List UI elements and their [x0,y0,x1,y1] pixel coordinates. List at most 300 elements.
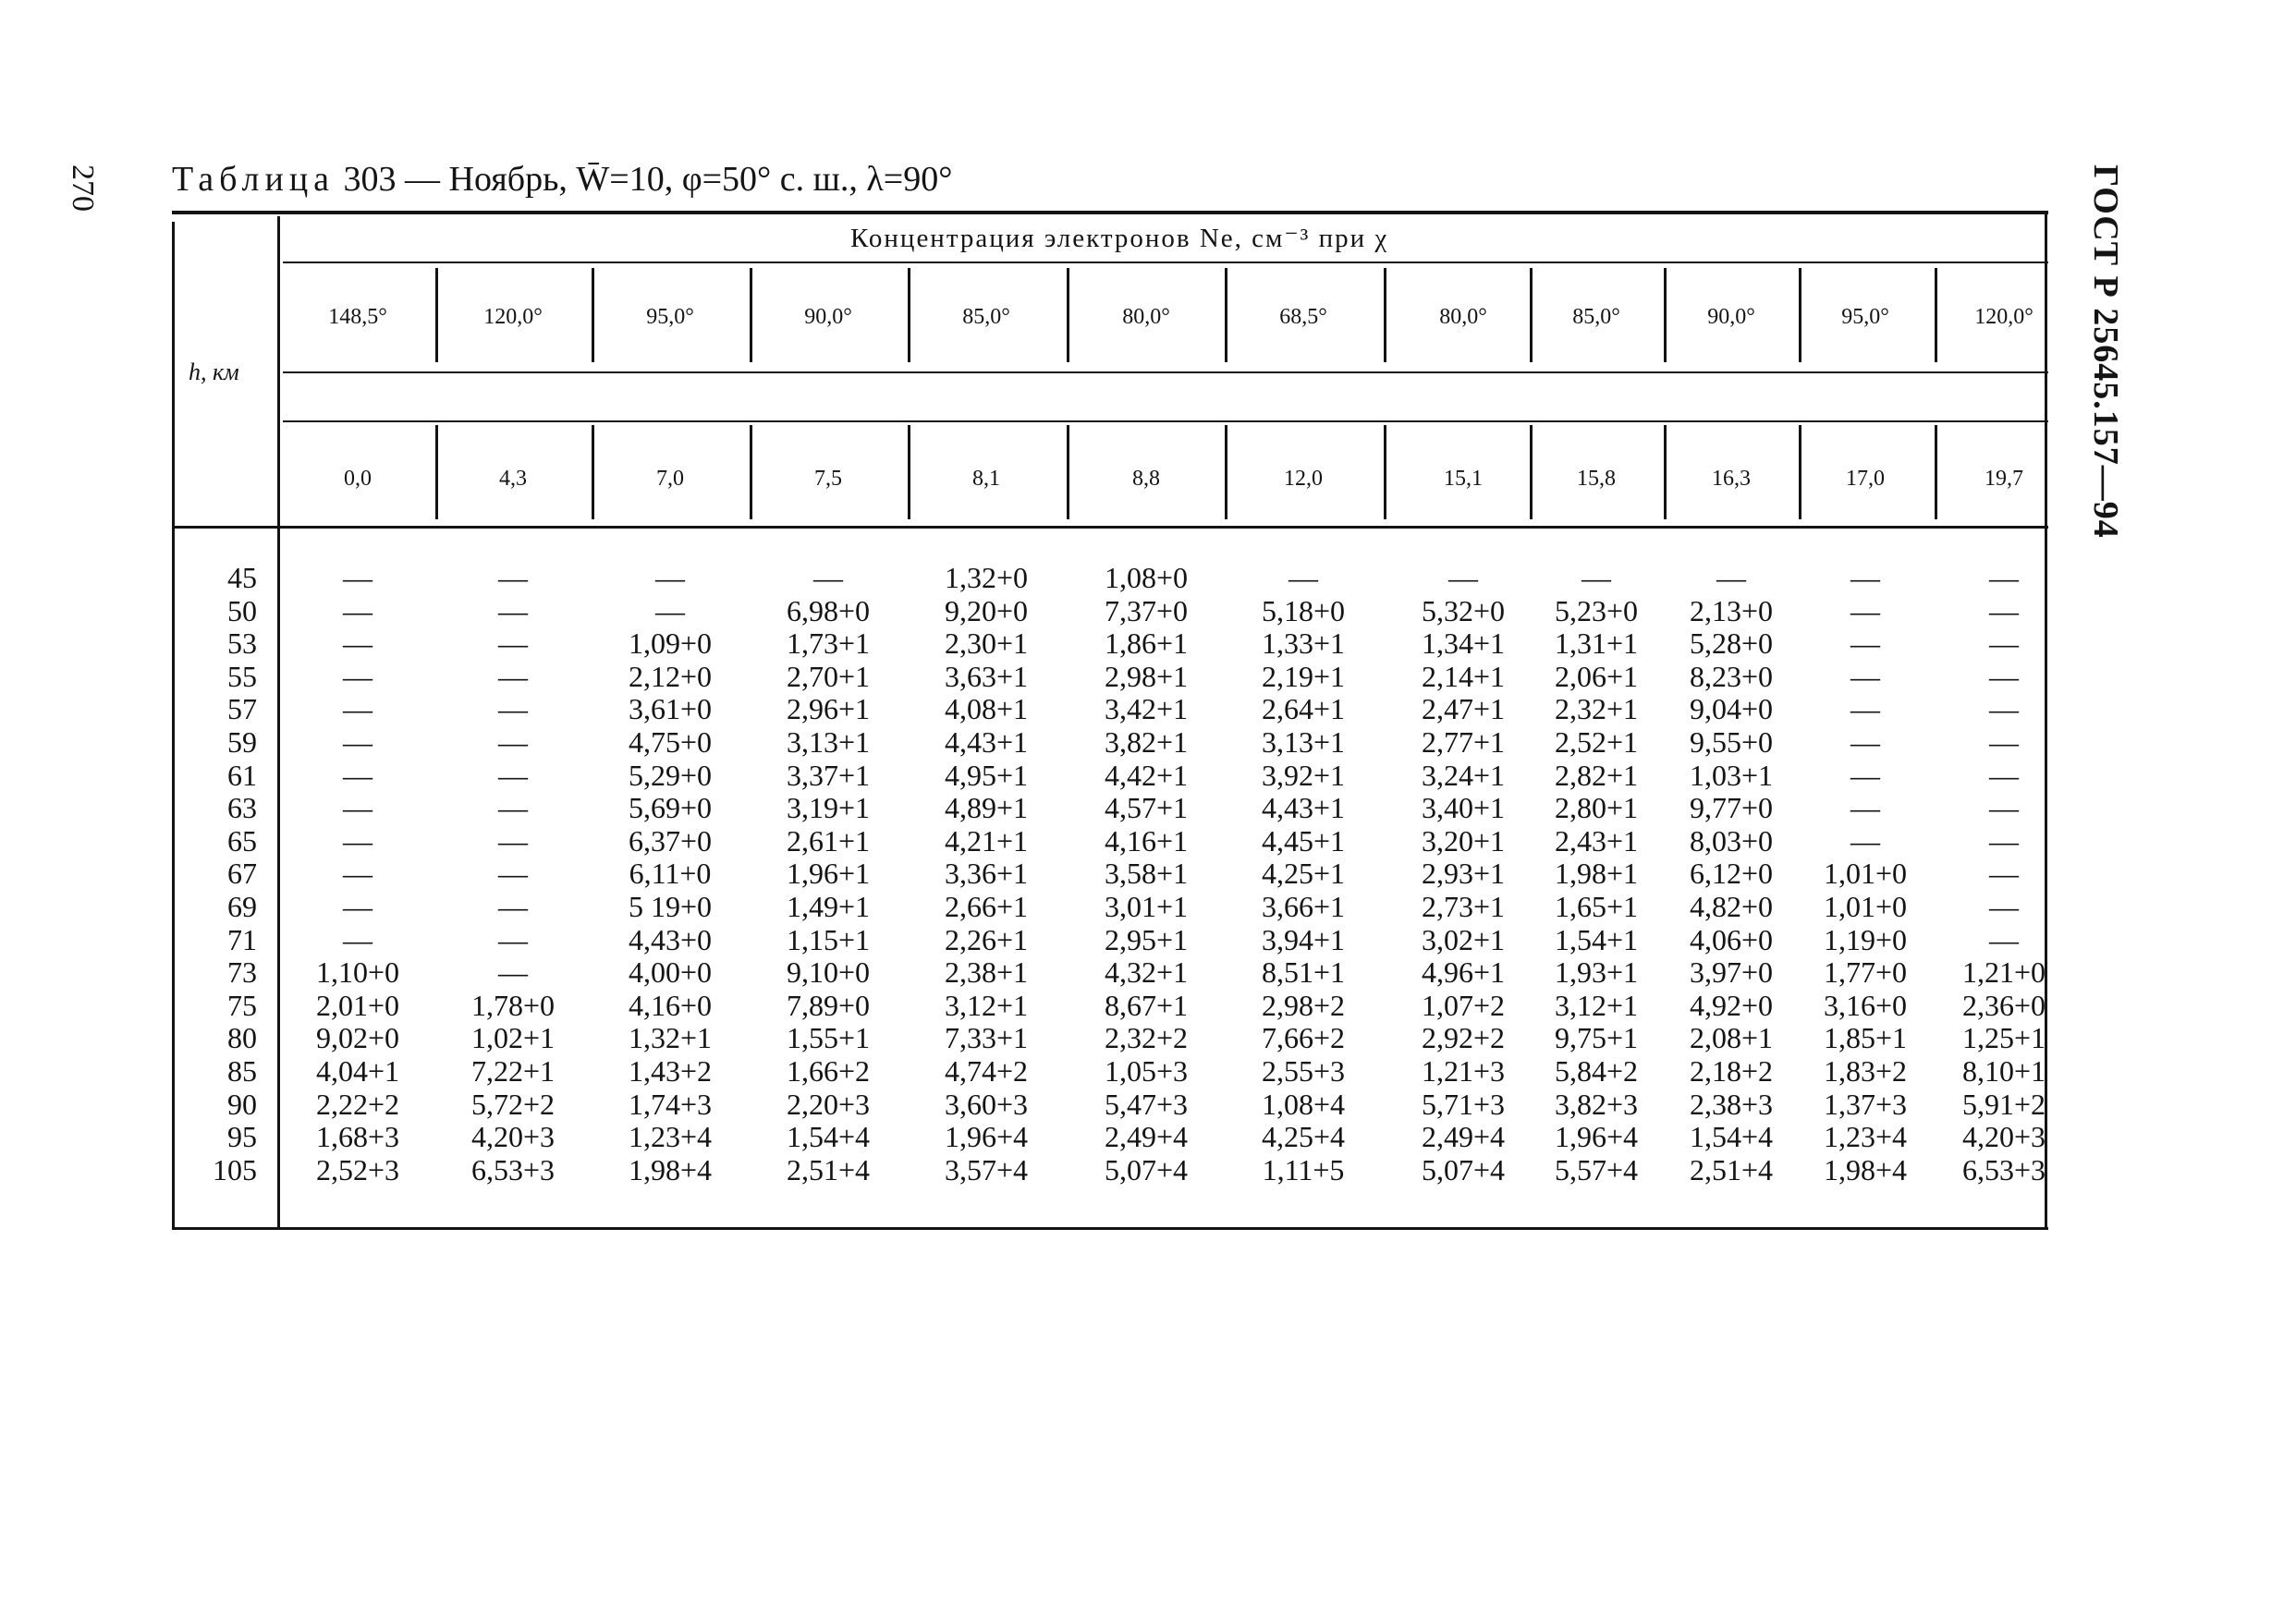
header-column-divider [1225,425,1227,519]
table-cell: 1,15+1 [786,922,871,956]
table-cell: 5,69+0 [628,791,713,825]
table-cell: 3,12+1 [944,988,1029,1022]
table-cell: 2,19+1 [1261,659,1346,693]
table-bottom-rule [172,1227,2048,1230]
header-angle: 95,0° [1841,305,1889,329]
table-cell: 2,38+3 [1689,1087,1774,1121]
table-cell: 1,03+1 [1689,758,1774,792]
table-cell: 1,02+1 [470,1021,556,1055]
table-cell: 5 19+0 [628,890,713,923]
table-cell: 2,61+1 [786,823,871,858]
table-cell: 1,01+0 [1823,890,1908,923]
table-cell: 2,77+1 [1421,725,1506,759]
header-mid-rule [283,371,2048,373]
table-cell: — [498,791,528,825]
header-column-divider [435,425,438,519]
table-cell: 2,96+1 [786,692,871,726]
row-height-label: 57 [227,692,257,726]
table-cell: — [498,659,528,693]
table-cell: 1,96+4 [944,1120,1029,1154]
table-cell: 6,53+3 [470,1152,556,1186]
table-cell: — [343,823,372,858]
table-cell: 1,54+4 [1689,1120,1774,1154]
table-cell: 1,31+1 [1554,627,1639,661]
header-column-divider [1067,425,1069,519]
table-cell: 2,22+2 [315,1087,400,1121]
header-column-divider [908,425,910,519]
page-number: 270 [66,164,100,212]
table-cell: — [1850,627,1880,661]
header-column-divider [1935,425,1937,519]
header-column-divider [1935,268,1937,362]
table-cell: 3,66+1 [1261,890,1346,923]
table-cell: — [498,593,528,627]
table-cell: — [1850,758,1880,792]
table-cell: 9,20+0 [944,593,1029,627]
table-cell: 5,91+2 [1961,1087,2046,1121]
table-cell: 4,20+3 [470,1120,556,1154]
table-cell: — [343,659,372,693]
table-cell: 9,77+0 [1689,791,1774,825]
table-cell: 4,04+1 [315,1054,400,1088]
table-cell: — [1850,561,1880,594]
table-cell: 1,96+4 [1554,1120,1639,1154]
row-height-label: 85 [227,1054,257,1088]
header-hour: 7,0 [656,467,684,491]
table-cell: 3,92+1 [1261,758,1346,792]
table-cell: 2,49+4 [1421,1120,1506,1154]
table-cell: 4,42+1 [1104,758,1189,792]
table-cell: 1,55+1 [786,1021,871,1055]
table-cell: 1,32+0 [944,561,1029,594]
table-cell: 1,93+1 [1554,955,1639,990]
table-cell: 5,23+0 [1554,593,1639,627]
table-cell: 1,23+4 [628,1120,713,1154]
table-cell: 5,07+4 [1104,1152,1189,1186]
row-height-label: 105 [213,1152,257,1186]
header-hour: 7,5 [814,467,842,491]
table-cell: 6,12+0 [1689,857,1774,891]
row-height-label: 45 [227,561,257,594]
table-cell: 4,25+1 [1261,857,1346,891]
table-cell: 1,54+4 [786,1120,871,1154]
table-cell: 3,82+3 [1554,1087,1639,1121]
table-cell: 4,43+1 [1261,791,1346,825]
table-cell: 3,57+4 [944,1152,1029,1186]
table-cell: 4,74+2 [944,1054,1029,1088]
table-cell: 5,47+3 [1104,1087,1189,1121]
header-angle: 80,0° [1122,305,1170,329]
table-cell: 1,86+1 [1104,627,1189,661]
header-column-divider [1530,425,1533,519]
table-cell: — [343,692,372,726]
table-cell: 2,64+1 [1261,692,1346,726]
table-cell: 4,92+0 [1689,988,1774,1022]
row-height-label: 61 [227,758,257,792]
table-cell: 1,43+2 [628,1054,713,1088]
header-column-divider [1067,268,1069,362]
table-cell: — [1850,823,1880,858]
table-cell: — [1582,561,1611,594]
table-cell: — [343,922,372,956]
table-cell: 2,51+4 [1689,1152,1774,1186]
table-cell: 3,12+1 [1554,988,1639,1022]
table-cell: — [343,561,372,594]
row-height-label: 67 [227,857,257,891]
table-cell: 1,05+3 [1104,1054,1189,1088]
table-cell: 1,10+0 [315,955,400,990]
row-height-label: 55 [227,659,257,693]
table-cell: 3,40+1 [1421,791,1506,825]
row-height-label: 53 [227,627,257,661]
table-cell: 3,58+1 [1104,857,1189,891]
table-cell: 9,75+1 [1554,1021,1639,1055]
header-angle: 85,0° [1572,305,1620,329]
table-cell: 3,94+1 [1261,922,1346,956]
table-cell: — [343,857,372,891]
table-cell: 2,70+1 [786,659,871,693]
table-cell: 1,65+1 [1554,890,1639,923]
table-cell: 4,45+1 [1261,823,1346,858]
table-cell: 1,08+0 [1104,561,1189,594]
table-cell: 7,37+0 [1104,593,1189,627]
header-column-divider [435,268,438,362]
table-cell: 1,49+1 [786,890,871,923]
header-angle: 90,0° [804,305,852,329]
table-cell: 4,16+0 [628,988,713,1022]
table-top-rule [172,211,2048,214]
table-cell: 1,25+1 [1961,1021,2046,1055]
table-cell: 5,18+0 [1261,593,1346,627]
table-cell: 3,97+0 [1689,955,1774,990]
header-group-title: Концентрация электронов Ne, см⁻³ при χ [850,224,1389,253]
table-cell: 2,51+4 [786,1152,871,1186]
table-cell: — [655,593,685,627]
table-cell: 3,36+1 [944,857,1029,891]
header-column-divider [1530,268,1533,362]
table-cell: 1,07+2 [1421,988,1506,1022]
table-cell: — [1989,922,2019,956]
header-column-divider [1384,268,1386,362]
table-cell: 9,55+0 [1689,725,1774,759]
table-cell: 2,38+1 [944,955,1029,990]
header-angle: 85,0° [962,305,1010,329]
header-column-divider [1799,268,1801,362]
table-cell: 2,82+1 [1554,758,1639,792]
table-cell: — [343,890,372,923]
header-hour: 15,1 [1444,467,1483,491]
header-column-divider [750,268,752,362]
table-cell: 8,67+1 [1104,988,1189,1022]
row-height-label: 73 [227,955,257,990]
table-cell: 1,98+4 [1823,1152,1908,1186]
table-cell: 4,82+0 [1689,890,1774,923]
table-cell: 8,23+0 [1689,659,1774,693]
table-cell: 4,96+1 [1421,955,1506,990]
table-cell: 4,08+1 [944,692,1029,726]
table-cell: 1,83+2 [1823,1054,1908,1088]
table-cell: — [498,823,528,858]
table-cell: 2,32+2 [1104,1021,1189,1055]
header-column-divider [1664,268,1667,362]
table-cell: — [1989,627,2019,661]
row-height-label: 95 [227,1120,257,1154]
table-cell: 2,14+1 [1421,659,1506,693]
table-cell: 6,53+3 [1961,1152,2046,1186]
table-cell: 1,11+5 [1262,1152,1345,1186]
table-cell: — [1989,823,2019,858]
table-cell: 9,04+0 [1689,692,1774,726]
row-height-label: 80 [227,1021,257,1055]
table-cell: — [1716,561,1746,594]
table-cell: 1,01+0 [1823,857,1908,891]
table-cell: 2,49+4 [1104,1120,1189,1154]
table-cell: 3,13+1 [1261,725,1346,759]
header-hour: 4,3 [499,467,527,491]
table-cell: — [498,758,528,792]
table-cell: — [1989,725,2019,759]
header-hour: 15,8 [1577,467,1616,491]
table-cell: 4,95+1 [944,758,1029,792]
table-cell: — [1448,561,1478,594]
table-cell: — [1989,659,2019,693]
table-cell: 1,68+3 [315,1120,400,1154]
table-cell: — [1989,593,2019,627]
table-cell: 1,98+4 [628,1152,713,1186]
table-cell: 2,47+1 [1421,692,1506,726]
table-cell: 1,21+0 [1961,955,2046,990]
header-column-divider [1384,425,1386,519]
table-cell: — [498,955,528,990]
row-height-label: 50 [227,593,257,627]
header-column-divider [750,425,752,519]
table-cell: 5,84+2 [1554,1054,1639,1088]
table-cell: 4,00+0 [628,955,713,990]
header-angle: 120,0° [1974,305,2033,329]
table-cell: 4,43+1 [944,725,1029,759]
table-cell: 5,07+4 [1421,1152,1506,1186]
table-cell: 3,02+1 [1421,922,1506,956]
table-cell: 2,98+1 [1104,659,1189,693]
header-group-rule [283,262,2048,263]
table-cell: 4,57+1 [1104,791,1189,825]
row-height-label: 69 [227,890,257,923]
table-cell: 2,01+0 [315,988,400,1022]
table-cell: — [1850,659,1880,693]
table-cell: 8,10+1 [1961,1054,2046,1088]
table-cell: 1,34+1 [1421,627,1506,661]
header-hour: 17,0 [1846,467,1885,491]
table-cell: 7,89+0 [786,988,871,1022]
document-side-label: ГОСТ Р 25645.157—94 [2086,164,2125,539]
table-cell: 2,80+1 [1554,791,1639,825]
header-sub-rule [283,420,2048,422]
table-cell: 4,16+1 [1104,823,1189,858]
table-cell: 2,12+0 [628,659,713,693]
table-cell: 2,93+1 [1421,857,1506,891]
table-cell: 3,63+1 [944,659,1029,693]
table-cell: — [1989,758,2019,792]
table-cell: 3,42+1 [1104,692,1189,726]
table-cell: — [498,890,528,923]
table-cell: 4,20+3 [1961,1120,2046,1154]
table-cell: 5,32+0 [1421,593,1506,627]
table-cell: 1,37+3 [1823,1087,1908,1121]
table-cell: 2,06+1 [1554,659,1639,693]
table-cell: — [1288,561,1318,594]
table-cell: — [1989,791,2019,825]
table-cell: 2,98+2 [1261,988,1346,1022]
table-cell: 5,71+3 [1421,1087,1506,1121]
table-cell: — [1850,791,1880,825]
table-cell: 1,74+3 [628,1087,713,1121]
table-cell: 1,54+1 [1554,922,1639,956]
table-cell: 2,52+1 [1554,725,1639,759]
table-cell: — [498,922,528,956]
table-cell: 3,24+1 [1421,758,1506,792]
table-cell: — [655,561,685,594]
table-cell: 2,26+1 [944,922,1029,956]
header-hour: 16,3 [1712,467,1751,491]
table-cell: 4,89+1 [944,791,1029,825]
table-cell: 3,19+1 [786,791,871,825]
table-cell: — [498,561,528,594]
table-cell: 1,85+1 [1823,1021,1908,1055]
table-cell: 6,37+0 [628,823,713,858]
row-height-label: 63 [227,791,257,825]
table-cell: — [1989,561,2019,594]
header-angle: 148,5° [328,305,387,329]
table-cell: 4,43+0 [628,922,713,956]
table-cell: 9,02+0 [315,1021,400,1055]
table-cell: 5,28+0 [1689,627,1774,661]
row-height-label: 59 [227,725,257,759]
header-column-divider [592,425,594,519]
table-cell: — [498,857,528,891]
table-cell: — [498,725,528,759]
table-cell: 4,21+1 [944,823,1029,858]
stub-column-divider [277,216,280,1229]
header-angle: 95,0° [646,305,694,329]
table-cell: 7,22+1 [470,1054,556,1088]
table-cell: 1,78+0 [470,988,556,1022]
table-cell: 7,66+2 [1261,1021,1346,1055]
table-cell: 2,20+3 [786,1087,871,1121]
table-cell: 5,57+4 [1554,1152,1639,1186]
table-cell: 4,25+4 [1261,1120,1346,1154]
table-cell: 3,16+0 [1823,988,1908,1022]
table-cell: 2,08+1 [1689,1021,1774,1055]
row-height-label: 65 [227,823,257,858]
header-column-divider [1225,268,1227,362]
table-cell: — [1850,725,1880,759]
header-hour: 8,8 [1132,467,1160,491]
table-cell: 3,20+1 [1421,823,1506,858]
header-column-divider [592,268,594,362]
table-cell: — [343,791,372,825]
table-cell: — [498,627,528,661]
table-cell: 2,66+1 [944,890,1029,923]
header-hour: 19,7 [1985,467,2023,491]
row-height-label: 90 [227,1087,257,1121]
table-cell: 7,33+1 [944,1021,1029,1055]
table-cell: 2,55+3 [1261,1054,1346,1088]
table-cell: 2,73+1 [1421,890,1506,923]
table-cell: 1,66+2 [786,1054,871,1088]
table-cell: 1,73+1 [786,627,871,661]
table-cell: 2,32+1 [1554,692,1639,726]
left-border [172,222,175,1229]
table-cell: — [343,627,372,661]
table-cell: 2,36+0 [1961,988,2046,1022]
table-cell: — [1989,857,2019,891]
table-cell: 4,32+1 [1104,955,1189,990]
table-cell: 2,95+1 [1104,922,1189,956]
header-hour: 12,0 [1284,467,1323,491]
table-cell: 4,75+0 [628,725,713,759]
header-hour: 0,0 [344,467,372,491]
table-cell: — [1850,593,1880,627]
table-cell: 1,33+1 [1261,627,1346,661]
header-column-divider [1799,425,1801,519]
header-angle: 120,0° [483,305,543,329]
caption-text: 303 — Ноябрь, W̄=10, φ=50° с. ш., λ=90° [335,160,953,199]
table-cell: — [813,561,843,594]
row-height-label: 71 [227,922,257,956]
table-cell: 6,98+0 [786,593,871,627]
header-angle: 68,5° [1279,305,1327,329]
table-cell: 1,77+0 [1823,955,1908,990]
table-cell: 1,32+1 [628,1021,713,1055]
table-cell: 4,06+0 [1689,922,1774,956]
table-cell: 1,96+1 [786,857,871,891]
table-cell: 1,21+3 [1421,1054,1506,1088]
row-height-label: 75 [227,988,257,1022]
header-column-divider [908,268,910,362]
table-cell: — [343,725,372,759]
table-cell: 2,18+2 [1689,1054,1774,1088]
table-cell: 3,82+1 [1104,725,1189,759]
caption-prefix: Таблица [172,160,336,199]
table-cell: — [498,692,528,726]
table-cell: 2,43+1 [1554,823,1639,858]
table-cell: 3,61+0 [628,692,713,726]
table-cell: 1,08+4 [1261,1087,1346,1121]
table-cell: 8,03+0 [1689,823,1774,858]
table-cell: — [1989,890,2019,923]
table-cell: 3,37+1 [786,758,871,792]
table-cell: 9,10+0 [786,955,871,990]
table-cell: 1,19+0 [1823,922,1908,956]
table-cell: 6,11+0 [629,857,712,891]
table-cell: — [1850,692,1880,726]
table-cell: 3,60+3 [944,1087,1029,1121]
header-bottom-rule [172,526,2048,529]
header-angle: 80,0° [1439,305,1487,329]
table-cell: 3,01+1 [1104,890,1189,923]
row-label-header: h, км [189,359,239,385]
table-cell: — [343,593,372,627]
table-cell: — [343,758,372,792]
table-cell: 5,72+2 [470,1087,556,1121]
table-cell: 1,98+1 [1554,857,1639,891]
table-cell: — [1989,692,2019,726]
table-cell: 5,29+0 [628,758,713,792]
table-cell: 1,09+0 [628,627,713,661]
table-cell: 2,13+0 [1689,593,1774,627]
table-cell: 3,13+1 [786,725,871,759]
table-cell: 2,52+3 [315,1152,400,1186]
